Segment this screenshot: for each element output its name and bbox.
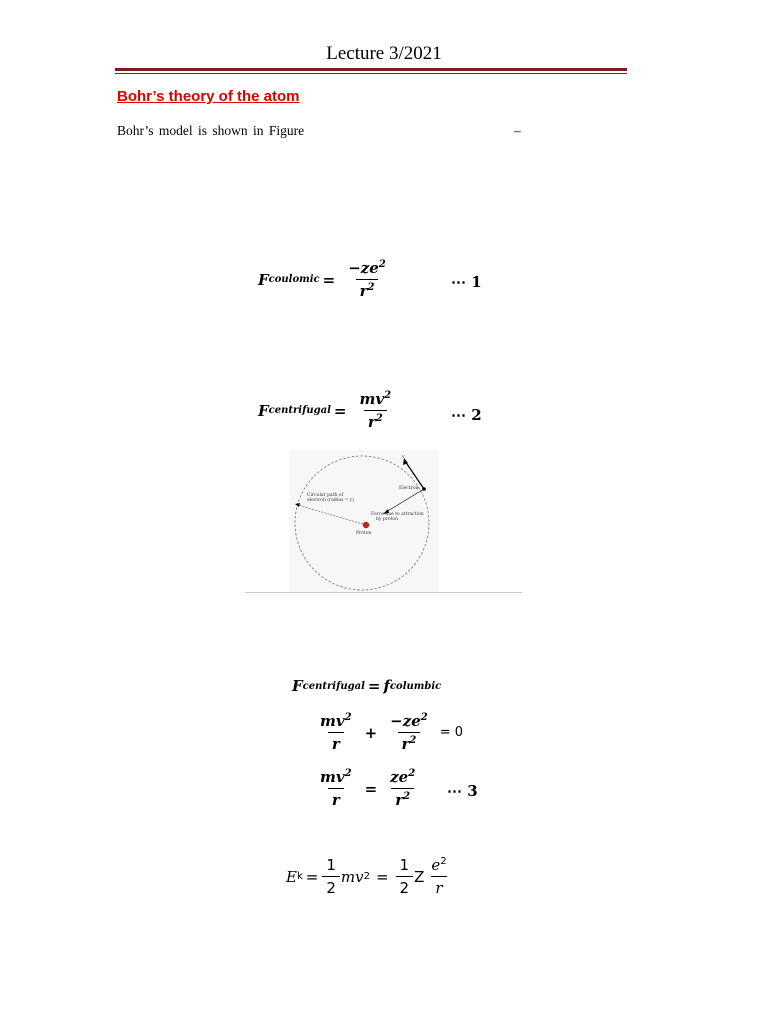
label-v: v [402,455,405,460]
eq2-lhs: F [258,401,269,420]
sum-num1: mv [320,712,345,730]
ek-mv-sup: 2 [363,871,370,882]
sum-result: = 0 [439,725,464,740]
label-force-1: Force due to attraction [371,512,424,517]
eq2-denominator: r [367,413,376,431]
eq1-denominator: r [359,282,368,300]
header-rule-thin [115,73,627,74]
ek-lhs-sub: k [296,871,303,882]
ek-half-num: 1 [326,856,336,874]
ek-half2-num: 1 [399,856,410,874]
eq2-den-sup: 2 [375,413,383,424]
equation-centrifugal: F centrifugal = $\frac{mv^2}{r^2}$ [258,390,392,431]
eq3-den2: r [395,791,404,809]
eq1-den-sup: 2 [367,282,375,293]
label-path-1: Circular path of [307,493,344,498]
eq3-num2-sup: 2 [408,768,416,779]
balance-lhs-sub: centrifugal [302,680,365,692]
sum-den2: r [401,735,410,753]
ek-e-sup: 2 [440,856,447,867]
ek-mv: mv [340,867,364,886]
label-force-2: by proton [376,517,399,522]
intro-text: Bohr’s model is shown in Figure [117,123,305,138]
proton-dot [363,522,369,528]
header-rule-thick [115,68,627,71]
sum-den2-sup: 2 [409,735,417,746]
balance-rhs: f [383,677,390,695]
equation-3: $\frac{mv^2}{r}$ = $\frac{ze^2}{r^2}$ [320,768,416,809]
electron-dot [422,487,426,491]
ek-lhs: E [286,867,297,886]
sum-num2: −ze [390,712,421,730]
eq3-den1: r [331,791,340,809]
balance-lhs: F [292,677,303,695]
page-header-title: Lecture 3/2021 [326,43,442,64]
equation-sum: $\frac{mv^2}{r}$ + $\frac{-ze^2}{r^2}$ = 0 [320,712,464,753]
equation-tag-1: ⋯ 1 [451,273,482,291]
sum-num1-sup: 2 [344,712,352,723]
section-heading: Bohr’s theory of the atom [117,88,300,105]
eq2-num-sup: 2 [384,390,392,401]
eq2-numerator: mv [359,390,385,408]
eq1-num-sup: 2 [378,259,386,270]
eq3-den2-sup: 2 [403,791,411,802]
eq3-num1: mv [320,768,345,786]
equation-kinetic-energy: E k = $\frac{1}{2}$ mv 2 = $\frac{1}{2}$ Z $\frac{e^2}{r}$ [286,856,447,897]
figure-divider [245,592,522,593]
label-electron: Electron [399,486,419,491]
equation-tag-3: ⋯ 3 [447,782,478,800]
eq1-lhs: F [258,270,269,289]
ek-half-den: 2 [322,876,340,897]
equation-balance: F centrifugal = f columbic [292,677,442,695]
sum-den1: r [331,735,340,753]
balance-rhs-sub: columbic [389,680,442,692]
ek-r: r [435,879,443,897]
eq2-lhs-sub: centrifugal [268,405,331,416]
ek-z: Z [414,867,425,886]
intro-dash: – [514,123,521,138]
sum-num2-sup: 2 [420,712,428,723]
ek-e: e [431,856,441,874]
eq3-num1-sup: 2 [344,768,352,779]
label-proton: Proton [356,531,372,536]
eq3-num2: ze [390,768,409,786]
eq1-lhs-sub: coulomic [268,274,320,285]
equation-coulomb: F coulomic = $\frac{-ze^2}{r^2}$ [258,259,386,300]
bohr-model-figure [290,450,438,593]
equation-tag-2: ⋯ 2 [451,406,482,424]
label-path-2: electron (radius = r) [307,498,354,503]
ek-half2-den: 2 [396,876,414,897]
eq1-numerator: −ze [348,259,379,277]
